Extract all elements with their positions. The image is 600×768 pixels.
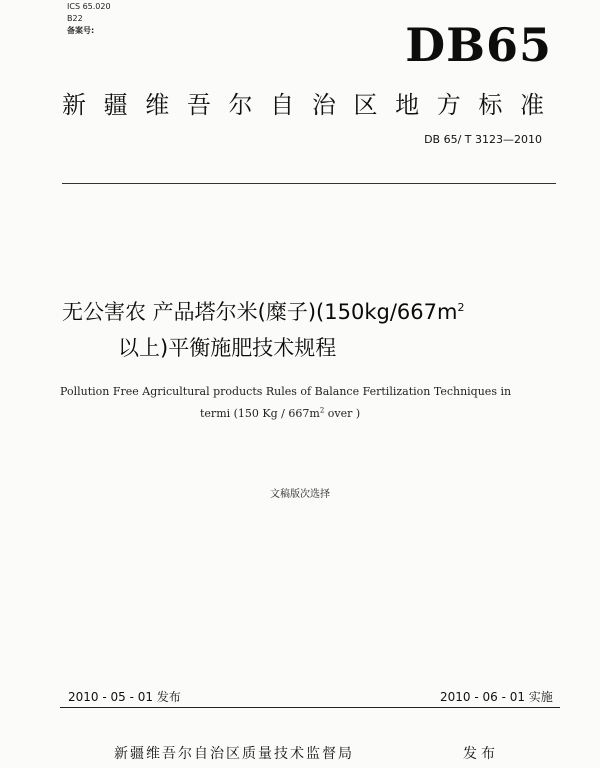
title-en-line2-after: over ) [324, 407, 361, 420]
issuing-authority-title-text: 新疆维吾尔自治区地方标准 [62, 91, 562, 119]
header-divider [62, 183, 556, 184]
standard-code: DB 65/ T 3123—2010 [424, 133, 542, 146]
publisher-name: 新疆维吾尔自治区质量技术监督局 [114, 746, 354, 762]
title-zh-line1-text: 无公害农 产品塔尔米(糜子)(150kg/667m [62, 300, 458, 324]
ics-code: ICS 65.020 [67, 2, 111, 11]
title-zh-line2: 以上)平衡施肥技术规程 [118, 336, 337, 360]
publish-action: 发布 [463, 746, 499, 762]
title-zh-line1 [62, 298, 464, 326]
implement-date: 2010 - 06 - 01 实施 [440, 690, 553, 704]
date-divider [60, 707, 560, 708]
draft-version-note: 文稿版次选择 [270, 489, 330, 500]
title-en-superscript: 2 [319, 406, 325, 415]
issuing-authority-title [62, 90, 562, 120]
ccs-code: B22 [67, 14, 83, 23]
title-en-line2 [200, 406, 360, 422]
title-zh-superscript: 2 [457, 301, 465, 314]
record-number-label: 备案号: [67, 26, 95, 35]
title-en-line2-before: termi (150 Kg / 667m [200, 407, 320, 420]
db65-logo: DB65 [405, 18, 552, 72]
publish-date: 2010 - 05 - 01 发布 [68, 690, 181, 704]
title-en-line1: Pollution Free Agricultural products Rules of Balance Fertilization Techniques in [60, 385, 512, 398]
